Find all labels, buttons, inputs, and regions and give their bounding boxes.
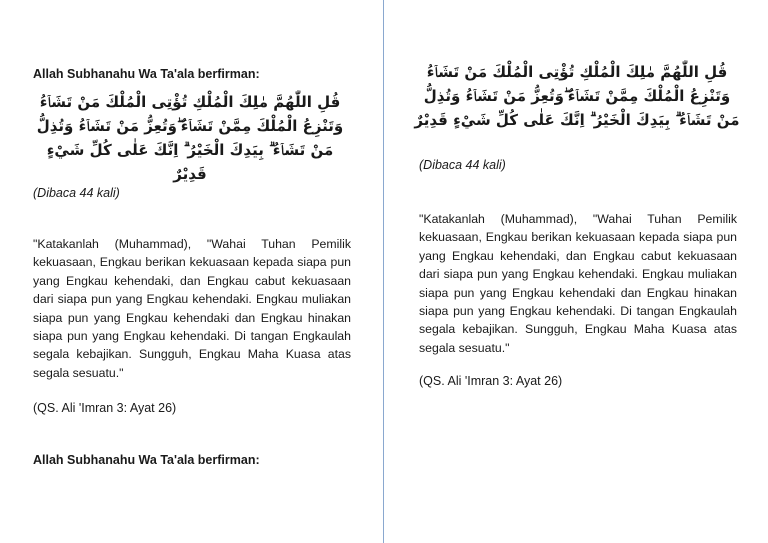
recitation-note: (Dibaca 44 kali) xyxy=(419,158,506,172)
verse-reference: (QS. Ali 'Imran 3: Ayat 26) xyxy=(419,374,563,388)
verse-translation: "Katakanlah (Muhammad), "Wahai Tuhan Pemilik kekuasaan, Engkau berikan kekuasaan kepada siapa pun yang Engkau kehendaki, dan Engkau cabut kekuasaan dari siapa pun yang Engkau kehendaki. Engkau muliakan siapa pun yang Engkau kehendaki dan Engkau hinakan siapa pun yang Engkau kehendaki. Di tangan Engkaulah segala kebajikan. Sungguh, Engkau Maha Kuasa atas segala sesuatu." xyxy=(419,212,737,355)
recitation-note: (Dibaca 44 kali) xyxy=(33,186,120,200)
page-heading: Allah Subhanahu Wa Ta'ala berfirman: xyxy=(33,67,260,81)
right-page xyxy=(384,0,768,543)
verse-reference: (QS. Ali 'Imran 3: Ayat 26) xyxy=(33,401,177,415)
left-page xyxy=(0,0,383,543)
arabic-verse: قُلِ اللّٰهُمَّ مٰلِكَ الْمُلْكِ تُؤْتِى الْمُلْكَ مَنْ تَشَاۤءُ وَتَنْزِعُ الْمُلْكَ مِمَّنْ تَشَاۤءُ ۖوَتُعِزُّ مَنْ تَشَاۤءُ وَتُذِلُّ مَنْ تَشَاۤءُ ۗ بِيَدِكَ الْخَيْرُ ۗ اِنَّكَ عَلٰى كُلِّ شَيْءٍ قَدِيْرٌ xyxy=(414,63,740,129)
page-heading-bottom: Allah Subhanahu Wa Ta'ala berfirman: xyxy=(33,453,260,467)
verse-translation: "Katakanlah (Muhammad), "Wahai Tuhan Pemilik kekuasaan, Engkau berikan kekuasaan kepada siapa pun yang Engkau kehendaki, dan Engkau cabut kekuasaan dari siapa pun yang Engkau kehendaki. Engkau muliakan siapa pun yang Engkau kehendaki dan Engkau hinakan siapa pun yang Engkau kehendaki. Di tangan Engkaulah segala kebajikan. Sungguh, Engkau Maha Kuasa atas segala sesuatu." xyxy=(33,237,351,380)
arabic-verse: قُلِ اللّٰهُمَّ مٰلِكَ الْمُلْكِ تُؤْتِى الْمُلْكَ مَنْ تَشَاۤءُ وَتَنْزِعُ الْمُلْكَ مِمَّنْ تَشَاۤءُ ۖوَتُعِزُّ مَنْ تَشَاۤءُ وَتُذِلُّ مَنْ تَشَاۤءُ ۗ بِيَدِكَ الْخَيْرُ ۗ اِنَّكَ عَلٰى كُلِّ شَيْءٍ قَدِيْرٌ xyxy=(36,93,344,183)
